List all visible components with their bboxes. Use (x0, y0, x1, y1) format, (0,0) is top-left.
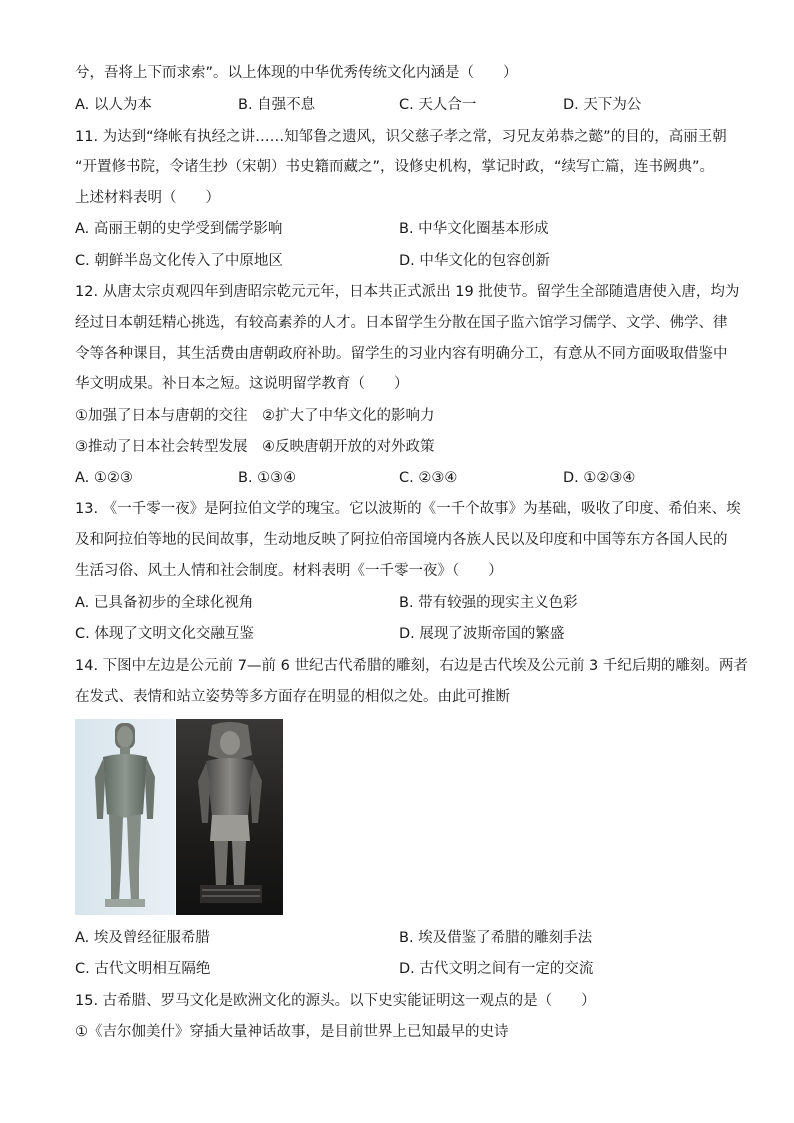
q15-statement-line: ①《吉尔伽美什》穿插大量神话故事，是目前世界上已知最早的史诗 (75, 1024, 509, 1040)
greek-kouros-statue-image (75, 719, 175, 915)
q12-statement-line: ③推动了日本社会转型发展 ④反映唐朝开放的对外政策 (75, 439, 435, 455)
q12-stem-line: 令等各种课目，其生活费由唐朝政府补助。留学生的习业内容有明确分工，有意从不同方面吸取借鉴中 (75, 346, 728, 362)
q12-option-b: B. ①③④ (238, 470, 297, 486)
q12-option-c: C. ②③④ (399, 470, 458, 486)
q13-option-b: B. 带有较强的现实主义色彩 (399, 595, 578, 611)
q12-stem-line: 华文明成果。补日本之短。这说明留学教育（ ） (75, 376, 409, 392)
q14-stem-line: 14. 下图中左边是公元前 7—前 6 世纪古代希腊的雕刻，右边是古代埃及公元前 3 千纪后期的雕刻。两者 (75, 658, 748, 674)
q10-option-a: A. 以人为本 (75, 97, 152, 113)
q15-stem-line: 15. 古希腊、罗马文化是欧洲文化的源头。以下史实能证明这一观点的是（ ） (75, 993, 596, 1009)
q14-option-d: D. 古代文明之间有一定的交流 (399, 961, 594, 977)
q13-stem-line: 13. 《一千零一夜》是阿拉伯文学的瑰宝。它以波斯的《一千个故事》为基础，吸收了印度、希伯来、埃 (75, 501, 741, 517)
q10-option-d: D. 天下为公 (563, 97, 642, 113)
q11-option-b: B. 中华文化圈基本形成 (399, 221, 549, 237)
q12-option-d: D. ①②③④ (563, 470, 636, 486)
q14-option-b: B. 埃及借鉴了希腊的雕刻手法 (399, 930, 593, 946)
q11-stem-line: “开置修书院，令诸生抄（宋朝）书史籍而藏之”，设修史机构，掌记时政，“续写亡篇，连书阙典”。 (75, 159, 715, 175)
q13-option-d: D. 展现了波斯帝国的繁盛 (399, 626, 565, 642)
q13-stem-line: 及和阿拉伯等地的民间故事，生动地反映了阿拉伯帝国境内各族人民以及印度和中国等东方各国人民的 (75, 532, 728, 548)
q10-stem: 兮，吾将上下而求索”。以上体现的中华优秀传统文化内涵是（ ） (75, 65, 518, 81)
egyptian-statue-image (176, 719, 283, 915)
q11-stem-line: 11. 为达到“绛帐有执经之讲……知邹鲁之遗风，识父慈子孝之常，习兄友弟恭之懿”的目的，高丽王朝 (75, 129, 727, 145)
q14-option-c: C. 古代文明相互隔绝 (75, 961, 211, 977)
q12-statement-line: ①加强了日本与唐朝的交往 ②扩大了中华文化的影响力 (75, 408, 435, 424)
q11-option-a: A. 高丽王朝的史学受到儒学影响 (75, 221, 283, 237)
q14-option-a: A. 埃及曾经征服希腊 (75, 930, 210, 946)
q12-option-a: A. ①②③ (75, 470, 133, 486)
q10-option-b: B. 自强不息 (238, 97, 316, 113)
q12-stem-line: 经过日本朝廷精心挑选，有较高素养的人才。日本留学生分散在国子监六馆学习儒学、文学、佛学、律 (75, 315, 728, 331)
q14-stem-line: 在发式、表情和站立姿势等多方面存在明显的相似之处。由此可推断 (75, 689, 510, 705)
q12-stem-line: 12. 从唐太宗贞观四年到唐昭宗乾元元年，日本共正式派出 19 批使节。留学生全部随遣唐使入唐，均为 (75, 284, 740, 300)
statue-comparison-figure (75, 719, 283, 915)
q13-stem-line: 生活习俗、风土人情和社会制度。材料表明《一千零一夜》（ ） (75, 563, 503, 579)
q11-stem-line: 上述材料表明（ ） (75, 190, 220, 206)
q10-option-c: C. 天人合一 (399, 97, 477, 113)
q13-option-c: C. 体现了文明文化交融互鉴 (75, 626, 254, 642)
q11-option-d: D. 中华文化的包容创新 (399, 253, 550, 269)
q13-option-a: A. 已具备初步的全球化视角 (75, 595, 254, 611)
q11-option-c: C. 朝鲜半岛文化传入了中原地区 (75, 253, 283, 269)
